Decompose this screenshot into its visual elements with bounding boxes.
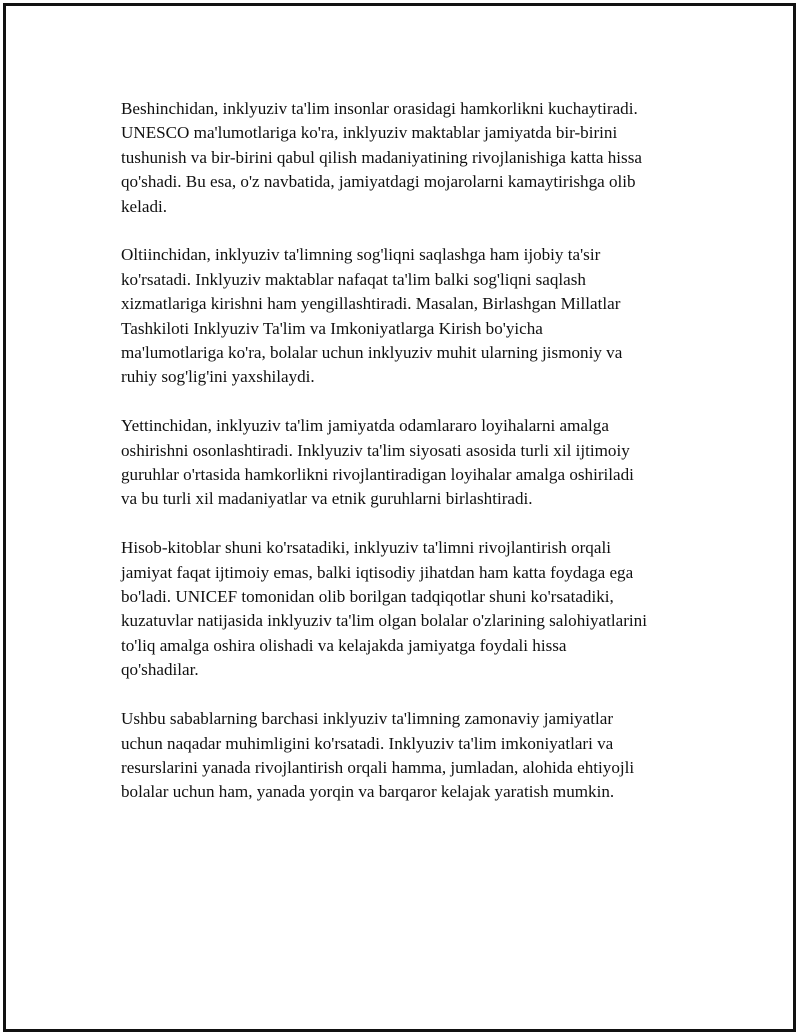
paragraph-2 xyxy=(121,243,696,389)
text-line: oshirishni osonlashtiradi. Inklyuziv ta'lim siyosati asosida turli xil ijtimoiy xyxy=(121,440,630,460)
paragraph-5 xyxy=(121,707,696,805)
text-line: Tashkiloti Inklyuziv Ta'lim va Imkoniyatlarga Kirish bo'yicha xyxy=(121,318,543,338)
text-line: Yettinchidan, inklyuziv ta'lim jamiyatda odamlararo loyihalarni amalga xyxy=(121,416,609,436)
paragraph-1 xyxy=(121,97,696,219)
text-line: qo'shadi. Bu esa, o'z navbatida, jamiyatdagi mojarolarni kamaytirishga olib xyxy=(121,172,636,192)
text-line: Oltiinchidan, inklyuziv ta'limning sog'liqni saqlashga ham ijobiy ta'sir xyxy=(121,245,601,265)
text-line: Hisob-kitoblar shuni ko'rsatadiki, inklyuziv ta'limni rivojlantirish orqali xyxy=(121,538,611,558)
text-line: keladi. xyxy=(121,196,168,216)
page-frame xyxy=(3,3,796,1032)
text-line: va bu turli xil madaniyatlar va etnik guruhlarni birlashtiradi. xyxy=(121,489,533,509)
document-body xyxy=(121,97,696,829)
text-line: to'liq amalga oshira olishadi va kelajakda jamiyatga foydali hissa xyxy=(121,635,567,655)
text-line: resurslarini yanada rivojlantirish orqali hamma, jumladan, alohida ehtiyojli xyxy=(121,757,635,777)
text-line: uchun naqadar muhimligini ko'rsatadi. Inklyuziv ta'lim imkoniyatlari va xyxy=(121,733,614,753)
paragraph-4 xyxy=(121,536,696,682)
text-line: tushunish va bir-birini qabul qilish madaniyatining rivojlanishiga katta hissa xyxy=(121,147,642,167)
text-line: Ushbu sabablarning barchasi inklyuziv ta'limning zamonaviy jamiyatlar xyxy=(121,709,614,729)
paragraph-3 xyxy=(121,414,696,512)
text-line: guruhlar o'rtasida hamkorlikni rivojlantiradigan loyihalar amalga oshiriladi xyxy=(121,465,634,485)
text-line: xizmatlariga kirishni ham yengillashtiradi. Masalan, Birlashgan Millatlar xyxy=(121,294,621,314)
text-line: UNESCO ma'lumotlariga ko'ra, inklyuziv maktablar jamiyatda bir-birini xyxy=(121,123,618,143)
text-line: qo'shadilar. xyxy=(121,660,199,680)
text-line: ko'rsatadi. Inklyuziv maktablar nafaqat ta'lim balki sog'liqni saqlash xyxy=(121,269,586,289)
text-line: jamiyat faqat ijtimoiy emas, balki iqtisodiy jihatdan ham katta foydaga ega xyxy=(121,562,634,582)
text-line: kuzatuvlar natijasida inklyuziv ta'lim olgan bolalar o'zlarining salohiyatlarini xyxy=(121,611,647,631)
text-line: bolalar uchun ham, yanada yorqin va barqaror kelajak yaratish mumkin. xyxy=(121,782,615,802)
text-line: Beshinchidan, inklyuziv ta'lim insonlar orasidagi hamkorlikni kuchaytiradi. xyxy=(121,99,638,118)
text-line: ma'lumotlariga ko'ra, bolalar uchun inklyuziv muhit ularning jismoniy va xyxy=(121,343,623,363)
text-line: bo'ladi. UNICEF tomonidan olib borilgan tadqiqotlar shuni ko'rsatadiki, xyxy=(121,587,614,607)
text-line: ruhiy sog'lig'ini yaxshilaydi. xyxy=(121,367,315,387)
